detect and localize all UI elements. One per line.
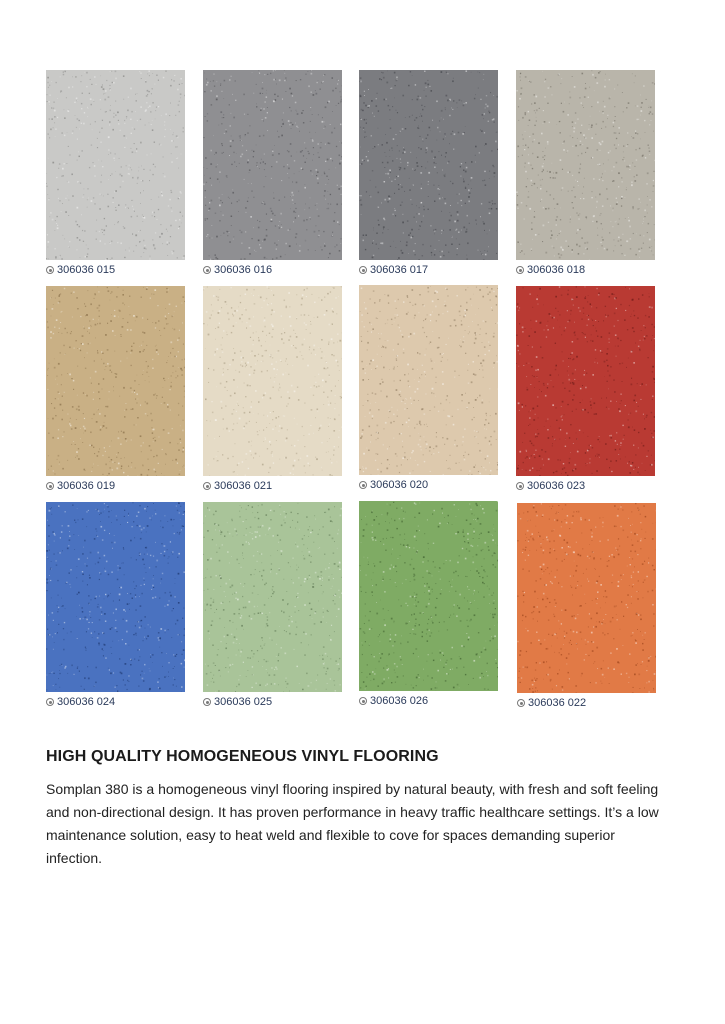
swatch-card bbox=[203, 286, 342, 493]
brand-mark-icon bbox=[203, 482, 211, 490]
swatch-card bbox=[203, 502, 342, 709]
swatch-label bbox=[46, 695, 185, 709]
swatch-label bbox=[203, 263, 342, 277]
brand-mark-icon bbox=[516, 266, 524, 274]
swatch-card bbox=[516, 70, 655, 277]
swatch-code: 306036 020 bbox=[370, 479, 429, 491]
swatch-card bbox=[46, 286, 185, 493]
swatch-label bbox=[516, 263, 655, 277]
swatch-image bbox=[46, 502, 185, 692]
swatch-image bbox=[203, 286, 342, 476]
brand-mark-icon bbox=[46, 266, 54, 274]
swatch-code: 306036 018 bbox=[527, 264, 586, 276]
swatch-card bbox=[46, 502, 185, 709]
swatch-code: 306036 016 bbox=[214, 264, 273, 276]
swatch-label bbox=[203, 479, 342, 493]
swatch-code: 306036 023 bbox=[527, 480, 586, 492]
swatch-image bbox=[46, 286, 185, 476]
swatch-label bbox=[46, 479, 185, 493]
brand-mark-icon bbox=[46, 482, 54, 490]
swatch-label bbox=[359, 478, 498, 492]
swatch-card bbox=[359, 501, 498, 708]
swatch-image bbox=[359, 501, 498, 691]
section-description: Somplan 380 is a homogeneous vinyl flooring inspired by natural beauty, with fresh and soft feeling and non-directional design. It has proven performance in heavy traffic healthcare settings. It’s a low maintenance solution, easy to heat weld and flexible to cove for spaces demanding superior infection. bbox=[46, 781, 659, 866]
swatch-card bbox=[359, 285, 498, 492]
swatch-code: 306036 019 bbox=[57, 480, 116, 492]
swatch-image bbox=[516, 286, 655, 476]
brand-mark-icon bbox=[517, 699, 525, 707]
swatch-label bbox=[359, 694, 498, 708]
swatch-card bbox=[46, 70, 185, 277]
swatch-code: 306036 015 bbox=[57, 264, 116, 276]
swatch-card bbox=[203, 70, 342, 277]
swatch-label bbox=[359, 263, 498, 277]
brand-mark-icon bbox=[359, 697, 367, 705]
swatch-card bbox=[517, 503, 656, 710]
swatch-label bbox=[203, 695, 342, 709]
swatch-label bbox=[46, 263, 185, 277]
swatch-code: 306036 021 bbox=[214, 480, 273, 492]
swatch-image bbox=[46, 70, 185, 260]
brand-mark-icon bbox=[359, 481, 367, 489]
swatch-image bbox=[517, 503, 656, 693]
brand-mark-icon bbox=[203, 266, 211, 274]
swatch-code: 306036 026 bbox=[370, 695, 429, 707]
swatch-code: 306036 022 bbox=[528, 697, 587, 709]
swatch-code: 306036 017 bbox=[370, 264, 429, 276]
brand-mark-icon bbox=[359, 266, 367, 274]
brand-mark-icon bbox=[46, 698, 54, 706]
swatch-code: 306036 025 bbox=[214, 696, 273, 708]
swatch-image bbox=[203, 70, 342, 260]
swatch-card bbox=[516, 286, 655, 493]
swatch-image bbox=[516, 70, 655, 260]
brand-mark-icon bbox=[203, 698, 211, 706]
swatch-code: 306036 024 bbox=[57, 696, 116, 708]
swatch-image bbox=[359, 285, 498, 475]
swatch-card bbox=[359, 70, 498, 277]
brand-mark-icon bbox=[516, 482, 524, 490]
section-heading: HIGH QUALITY HOMOGENEOUS VINYL FLOORING bbox=[46, 748, 439, 765]
swatch-label bbox=[516, 479, 655, 493]
swatch-image bbox=[203, 502, 342, 692]
swatch-image bbox=[359, 70, 498, 260]
swatch-label bbox=[517, 696, 656, 710]
